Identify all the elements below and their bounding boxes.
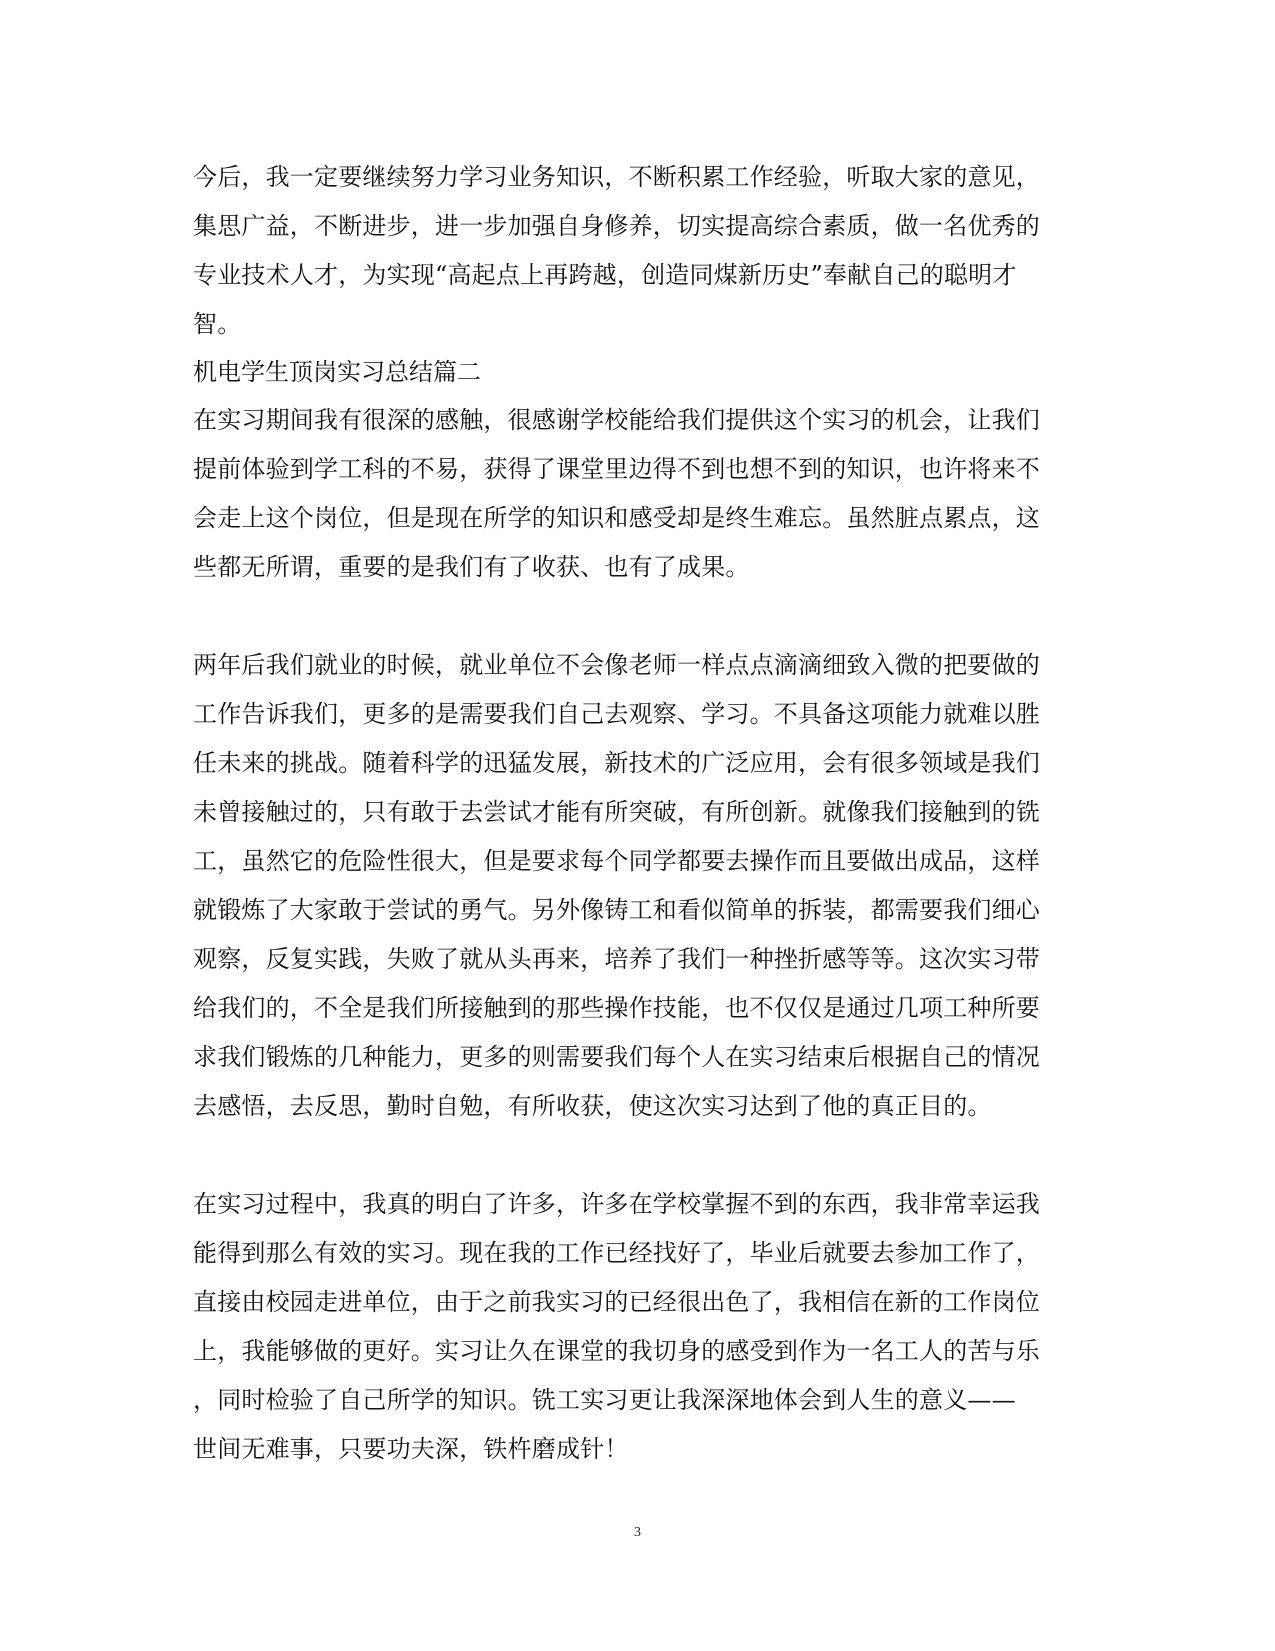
text-line: 任未来的挑战。随着科学的迅猛发展，新技术的广泛应用，会有很多领域是我们 bbox=[193, 749, 1040, 777]
text-line: 智。 bbox=[193, 310, 242, 338]
text-line: 会走上这个岗位，但是现在所学的知识和感受却是终生难忘。虽然脏点累点，这 bbox=[193, 504, 1040, 532]
text-line: 求我们锻炼的几种能力，更多的则需要我们每个人在实习结束后根据自己的情况 bbox=[193, 1043, 1040, 1071]
text-line: 专业技术人才，为实现“高起点上再跨越，创造同煤新历史”奉献自己的聪明才 bbox=[193, 261, 1017, 289]
text-line: 就锻炼了大家敢于尝试的勇气。另外像铸工和看似简单的拆装，都需要我们细心 bbox=[193, 896, 1040, 924]
paragraph-gap bbox=[193, 592, 1073, 641]
paragraph bbox=[193, 1180, 1073, 1474]
text-line: 给我们的，不全是我们所接触到的那些操作技能，也不仅仅是通过几项工种所要 bbox=[193, 994, 1040, 1022]
text-line: ，同时检验了自己所学的知识。铣工实习更让我深深地体会到人生的意义—— bbox=[193, 1386, 1016, 1414]
text-line: 观察，反复实践，失败了就从头再来，培养了我们一种挫折感等等。这次实习带 bbox=[193, 945, 1040, 973]
text-line: 未曾接触过的，只有敢于去尝试才能有所突破，有所创新。就像我们接触到的铣 bbox=[193, 798, 1040, 826]
page-number: 3 bbox=[634, 1525, 641, 1540]
text-line: 些都无所谓，重要的是我们有了收获、也有了成果。 bbox=[193, 553, 750, 581]
text-line: 今后，我一定要继续努力学习业务知识，不断积累工作经验，听取大家的意见， bbox=[193, 163, 1040, 191]
paragraph bbox=[193, 396, 1073, 592]
text-line: 能得到那么有效的实习。现在我的工作已经找好了，毕业后就要去参加工作了， bbox=[193, 1239, 1040, 1267]
text-line: 世间无难事，只要功夫深，铁杵磨成针！ bbox=[193, 1435, 629, 1463]
text-line: 两年后我们就业的时候，就业单位不会像老师一样点点滴滴细致入微的把要做的 bbox=[193, 651, 1040, 679]
section-title: 机电学生顶岗实习总结篇二 bbox=[193, 358, 481, 386]
paragraph bbox=[193, 641, 1073, 1131]
text-line: 去感悟，去反思，勤时自勉，有所收获，使这次实习达到了他的真正目的。 bbox=[193, 1092, 992, 1120]
text-line: 工，虽然它的危险性很大，但是要求每个同学都要去操作而且要做出成品，这样 bbox=[193, 847, 1040, 875]
text-line: 在实习期间我有很深的感触，很感谢学校能给我们提供这个实习的机会，让我们 bbox=[193, 406, 1040, 434]
text-line: 工作告诉我们，更多的是需要我们自己去观察、学习。不具备这项能力就难以胜 bbox=[193, 700, 1040, 728]
text-line: 提前体验到学工科的不易，获得了课堂里边得不到也想不到的知识，也许将来不 bbox=[193, 455, 1040, 483]
text-line: 上，我能够做的更好。实习让久在课堂的我切身的感受到作为一名工人的苦与乐 bbox=[193, 1337, 1040, 1365]
text-line: 直接由校园走进单位，由于之前我实习的已经很出色了，我相信在新的工作岗位 bbox=[193, 1288, 1040, 1316]
paragraph-gap bbox=[193, 1131, 1073, 1180]
text-line: 集思广益，不断进步，进一步加强自身修养，切实提高综合素质，做一名优秀的 bbox=[193, 212, 1040, 240]
text-line: 在实习过程中，我真的明白了许多，许多在学校掌握不到的东西，我非常幸运我 bbox=[193, 1190, 1040, 1218]
document-body bbox=[193, 153, 1073, 1474]
paragraph bbox=[193, 153, 1073, 349]
